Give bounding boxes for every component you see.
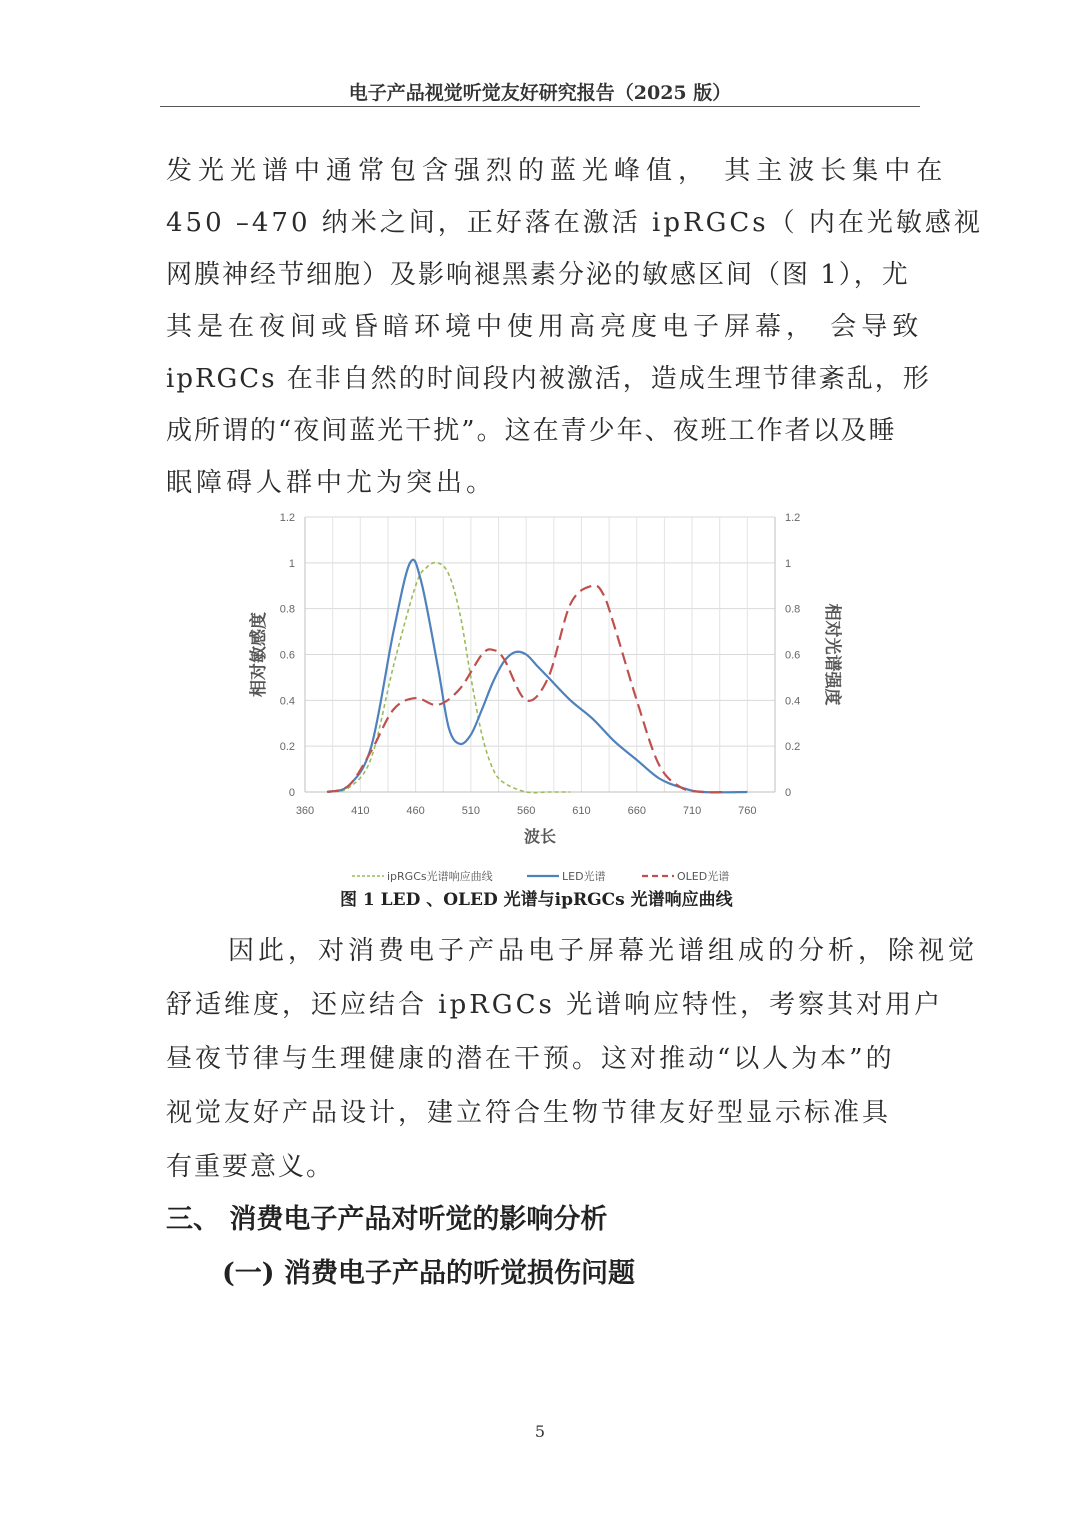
x-tick-label: 660: [627, 805, 646, 817]
paragraph-line: 其是在夜间或昏暗环境中使用高亮度电子屏幕， 会导致: [166, 312, 924, 342]
x-tick-label: 710: [682, 805, 702, 817]
y2-tick-label: 0: [785, 787, 792, 799]
paragraph-line: 昼夜节律与生理健康的潜在干预。这对推动“以人为本”的: [166, 1044, 895, 1074]
subsection-heading: (一) 消费电子产品的听觉损伤问题: [222, 1258, 635, 1289]
paragraph-line: 450 –470 纳米之间，正好落在激活 ipRGCs（ 内在光敏感视: [166, 208, 983, 238]
y-tick-label: 1: [288, 557, 295, 570]
paragraph-line: 因此，对消费电子产品电子屏幕光谱组成的分析，除视觉: [228, 936, 979, 966]
paragraph-line: ipRGCs 在非自然的时间段内被激活，造成生理节律紊乱，形: [166, 364, 931, 394]
y-tick-label: 1.2: [279, 512, 295, 524]
y-axis-title-left: 相对敏感度: [249, 612, 269, 697]
header-rule: [160, 106, 920, 107]
y2-tick-label: 1: [785, 557, 792, 570]
paragraph-line: 眠障碍人群中尤为突出。: [166, 468, 497, 498]
paragraph-line: 视觉友好产品设计，建立符合生物节律友好型显示标准具: [166, 1098, 892, 1128]
x-axis-title: 波长: [523, 827, 557, 846]
legend-label: ipRGCs光谱响应曲线: [387, 870, 493, 883]
section-heading: 三、 消费电子产品对听觉的影响分析: [166, 1204, 608, 1235]
y2-tick-label: 0.8: [785, 603, 801, 616]
y2-tick-label: 0.4: [785, 695, 801, 708]
paragraph-line: 有重要意义。: [166, 1152, 335, 1182]
series-line-1: [327, 560, 747, 793]
y-axis-title-right: 相对光谱强度: [822, 603, 842, 706]
y-tick-label: 0.2: [279, 741, 295, 754]
y-tick-label: 0: [288, 787, 295, 799]
figure-caption: 图 1 LED 、OLED 光谱与ipRGCs 光谱响应曲线: [340, 890, 733, 910]
x-tick-label: 410: [351, 805, 370, 817]
y-tick-label: 0.4: [279, 695, 295, 708]
paragraph-line: 舒适维度，还应结合 ipRGCs 光谱响应特性，考察其对用户: [166, 990, 944, 1020]
y2-tick-label: 0.6: [785, 649, 801, 662]
x-tick-label: 510: [461, 805, 481, 817]
y2-tick-label: 0.2: [785, 741, 801, 754]
series-line-0: [327, 563, 570, 793]
legend-label: LED光谱: [562, 870, 606, 883]
x-tick-label: 760: [738, 805, 757, 817]
x-tick-label: 560: [516, 805, 536, 817]
x-tick-label: 460: [406, 805, 425, 817]
y-tick-label: 0.8: [279, 603, 295, 616]
paragraph-line: 发光光谱中通常包含强烈的蓝光峰值， 其主波长集中在: [166, 156, 949, 186]
paragraph-line: 网膜神经节细胞）及影响褪黑素分泌的敏感区间（图 1），尤: [166, 260, 910, 290]
legend-label: OLED光谱: [677, 870, 730, 883]
paragraph-line: 成所谓的“夜间蓝光干扰”。这在青少年、夜班工作者以及睡: [166, 416, 897, 446]
running-header: 电子产品视觉听觉友好研究报告（2025 版）: [348, 82, 732, 104]
y-tick-label: 0.6: [279, 649, 295, 662]
y2-tick-label: 1.2: [785, 512, 801, 524]
page-number: 5: [534, 1422, 546, 1441]
spectrum-chart: [240, 502, 842, 892]
x-tick-label: 610: [572, 805, 591, 817]
x-tick-label: 360: [295, 805, 315, 817]
